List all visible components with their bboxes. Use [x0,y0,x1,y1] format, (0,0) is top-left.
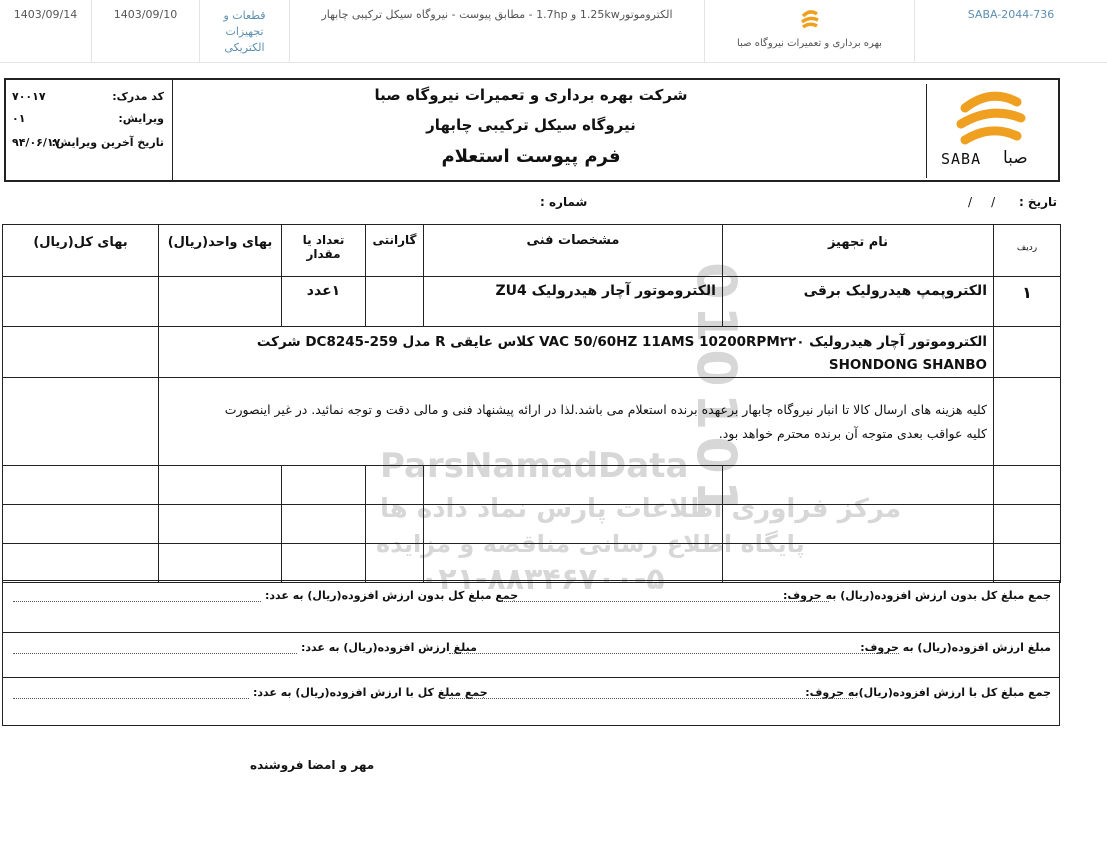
total-with-vat-words-label: جمع مبلغ کل با ارزش افزوده(ریال)به حروف: [805,686,1051,699]
vat-digits-label: مبلغ ارزش افزوده(ریال) به عدد: [301,641,477,654]
totals-box [2,580,1060,726]
total-with-vat-digits-label: جمع مبلغ کل با ارزش افزوده(ریال) به عدد: [253,686,488,699]
col-qty: تعداد یا مقدار [282,225,366,277]
cell-total[interactable] [3,277,159,327]
col-row: ردیف [994,225,1061,277]
watermark-line2: پایگاه اطلاع رسانی مناقصه و مزایده [376,530,805,558]
table-row [3,505,1061,544]
subject-text: الکتروموتور1.25kw و 1.7hp - مطابق پیوست - نیروگاه سیکل ترکیبی چابهار [290,0,705,62]
vat-words-field[interactable] [449,653,899,654]
total-no-vat-digits-field[interactable] [13,601,261,602]
date-1: 1403/09/10 [92,0,200,62]
watermark-phone: ۰۲۱-۸۸۳۴۶۷۰۰-۵ [420,562,665,597]
number-label: شماره : [540,195,588,209]
org-cell: بهره برداری و تعمیرات نیروگاه صبا [705,0,915,62]
plant-name: نیروگاه سیکل ترکیبی چابهار [426,116,636,134]
description-row [3,327,1061,378]
item-description: الکتروموتور آچار هیدرولیک VAC 50/60HZ 11AMS 10200RPM۲۲۰ کلاس عایقی R مدل DC8245-259 شرکت SHONDONG SHANBO [159,327,994,378]
date-label: تاریخ : [1018,195,1057,209]
total-with-vat-words-field[interactable] [449,698,853,699]
revision-label: ویرایش: [118,112,164,125]
cell-row: ۱ [994,277,1061,327]
note-row [3,378,1061,466]
date-value: / / [968,195,996,209]
cell-spec: الکتروموتور آچار هیدرولیک ZU4 [424,277,723,327]
saba-logo [926,84,1059,178]
cell-qty: ۱عدد [282,277,366,327]
total-no-vat-digits-label: جمع مبلغ کل بدون ارزش افزوده(ریال) به عدد: [265,589,519,602]
last-revision-date: ۹۴/۰۶/۱۷ [12,136,61,149]
company-name: شرکت بهره برداری و تعمیرات نیروگاه صبا [374,86,688,104]
col-name: نام تجهیز [723,225,994,277]
shipping-note: کلیه هزینه های ارسال کالا تا انبار نیروگاه چابهار برعهده برنده استعلام می باشد.لذا در ارائه پیشنهاد فنی و مالی دقت و توجه نمائید. در غیر اینصورت کلیه عواقب بعدی متوجه آن برنده محترم خواهد بود. [159,378,994,466]
table-row [3,277,1061,327]
table-header-row [3,225,1061,277]
ref-code: SABA-2044-736 [967,8,1055,21]
saba-small-logo [799,8,821,32]
revision: ۰۱ [12,112,26,125]
table-row [3,544,1061,583]
vat-words-label: مبلغ ارزش افزوده(ریال) به حروف: [860,641,1051,654]
col-unit-price: بهای واحد(ریال) [159,225,282,277]
last-revision-label: تاریخ آخرین ویرایش: [51,136,164,149]
watermark-digits: 010101 [685,262,748,524]
category-link[interactable]: قطعات و تجهیزات الکتریکی [200,0,290,62]
vat-digits-field[interactable] [13,653,297,654]
cell-name: الکتروپمپ هیدرولیک برقی [723,277,994,327]
logo-text-farsi: صبا [1003,148,1028,168]
col-warranty: گارانتی [366,225,424,277]
total-no-vat-words-field[interactable] [499,601,829,602]
total-no-vat-words-label: جمع مبلغ کل بدون ارزش افزوده(ریال) به حروف: [782,589,1051,602]
table-row [3,466,1061,505]
doc-code-label: کد مدرک: [112,90,164,103]
total-with-vat-digits-field[interactable] [13,698,249,699]
watermark-line1: مرکز فراوری اطلاعات پارس نماد داده ها [380,494,902,524]
inquiry-table [2,224,1061,583]
date-2: 1403/09/14 [0,0,92,62]
saba-logo-icon [951,88,1031,148]
cell-warranty[interactable] [366,277,424,327]
cell-unit-price[interactable] [159,277,282,327]
doc-meta [6,80,173,180]
form-title: فرم پیوست استعلام [441,146,621,167]
logo-text-latin: SABA [941,150,982,168]
seller-signature-label: مهر و امضا فروشنده [250,758,375,772]
form-header [4,78,1060,182]
col-total: بهای کل(ریال) [3,225,159,277]
col-spec: مشخصات فنی [424,225,723,277]
watermark-brand: ParsNamadData [380,446,689,486]
top-info-bar [0,0,1107,62]
doc-code: ۷۰۰۱۷ [12,90,46,103]
